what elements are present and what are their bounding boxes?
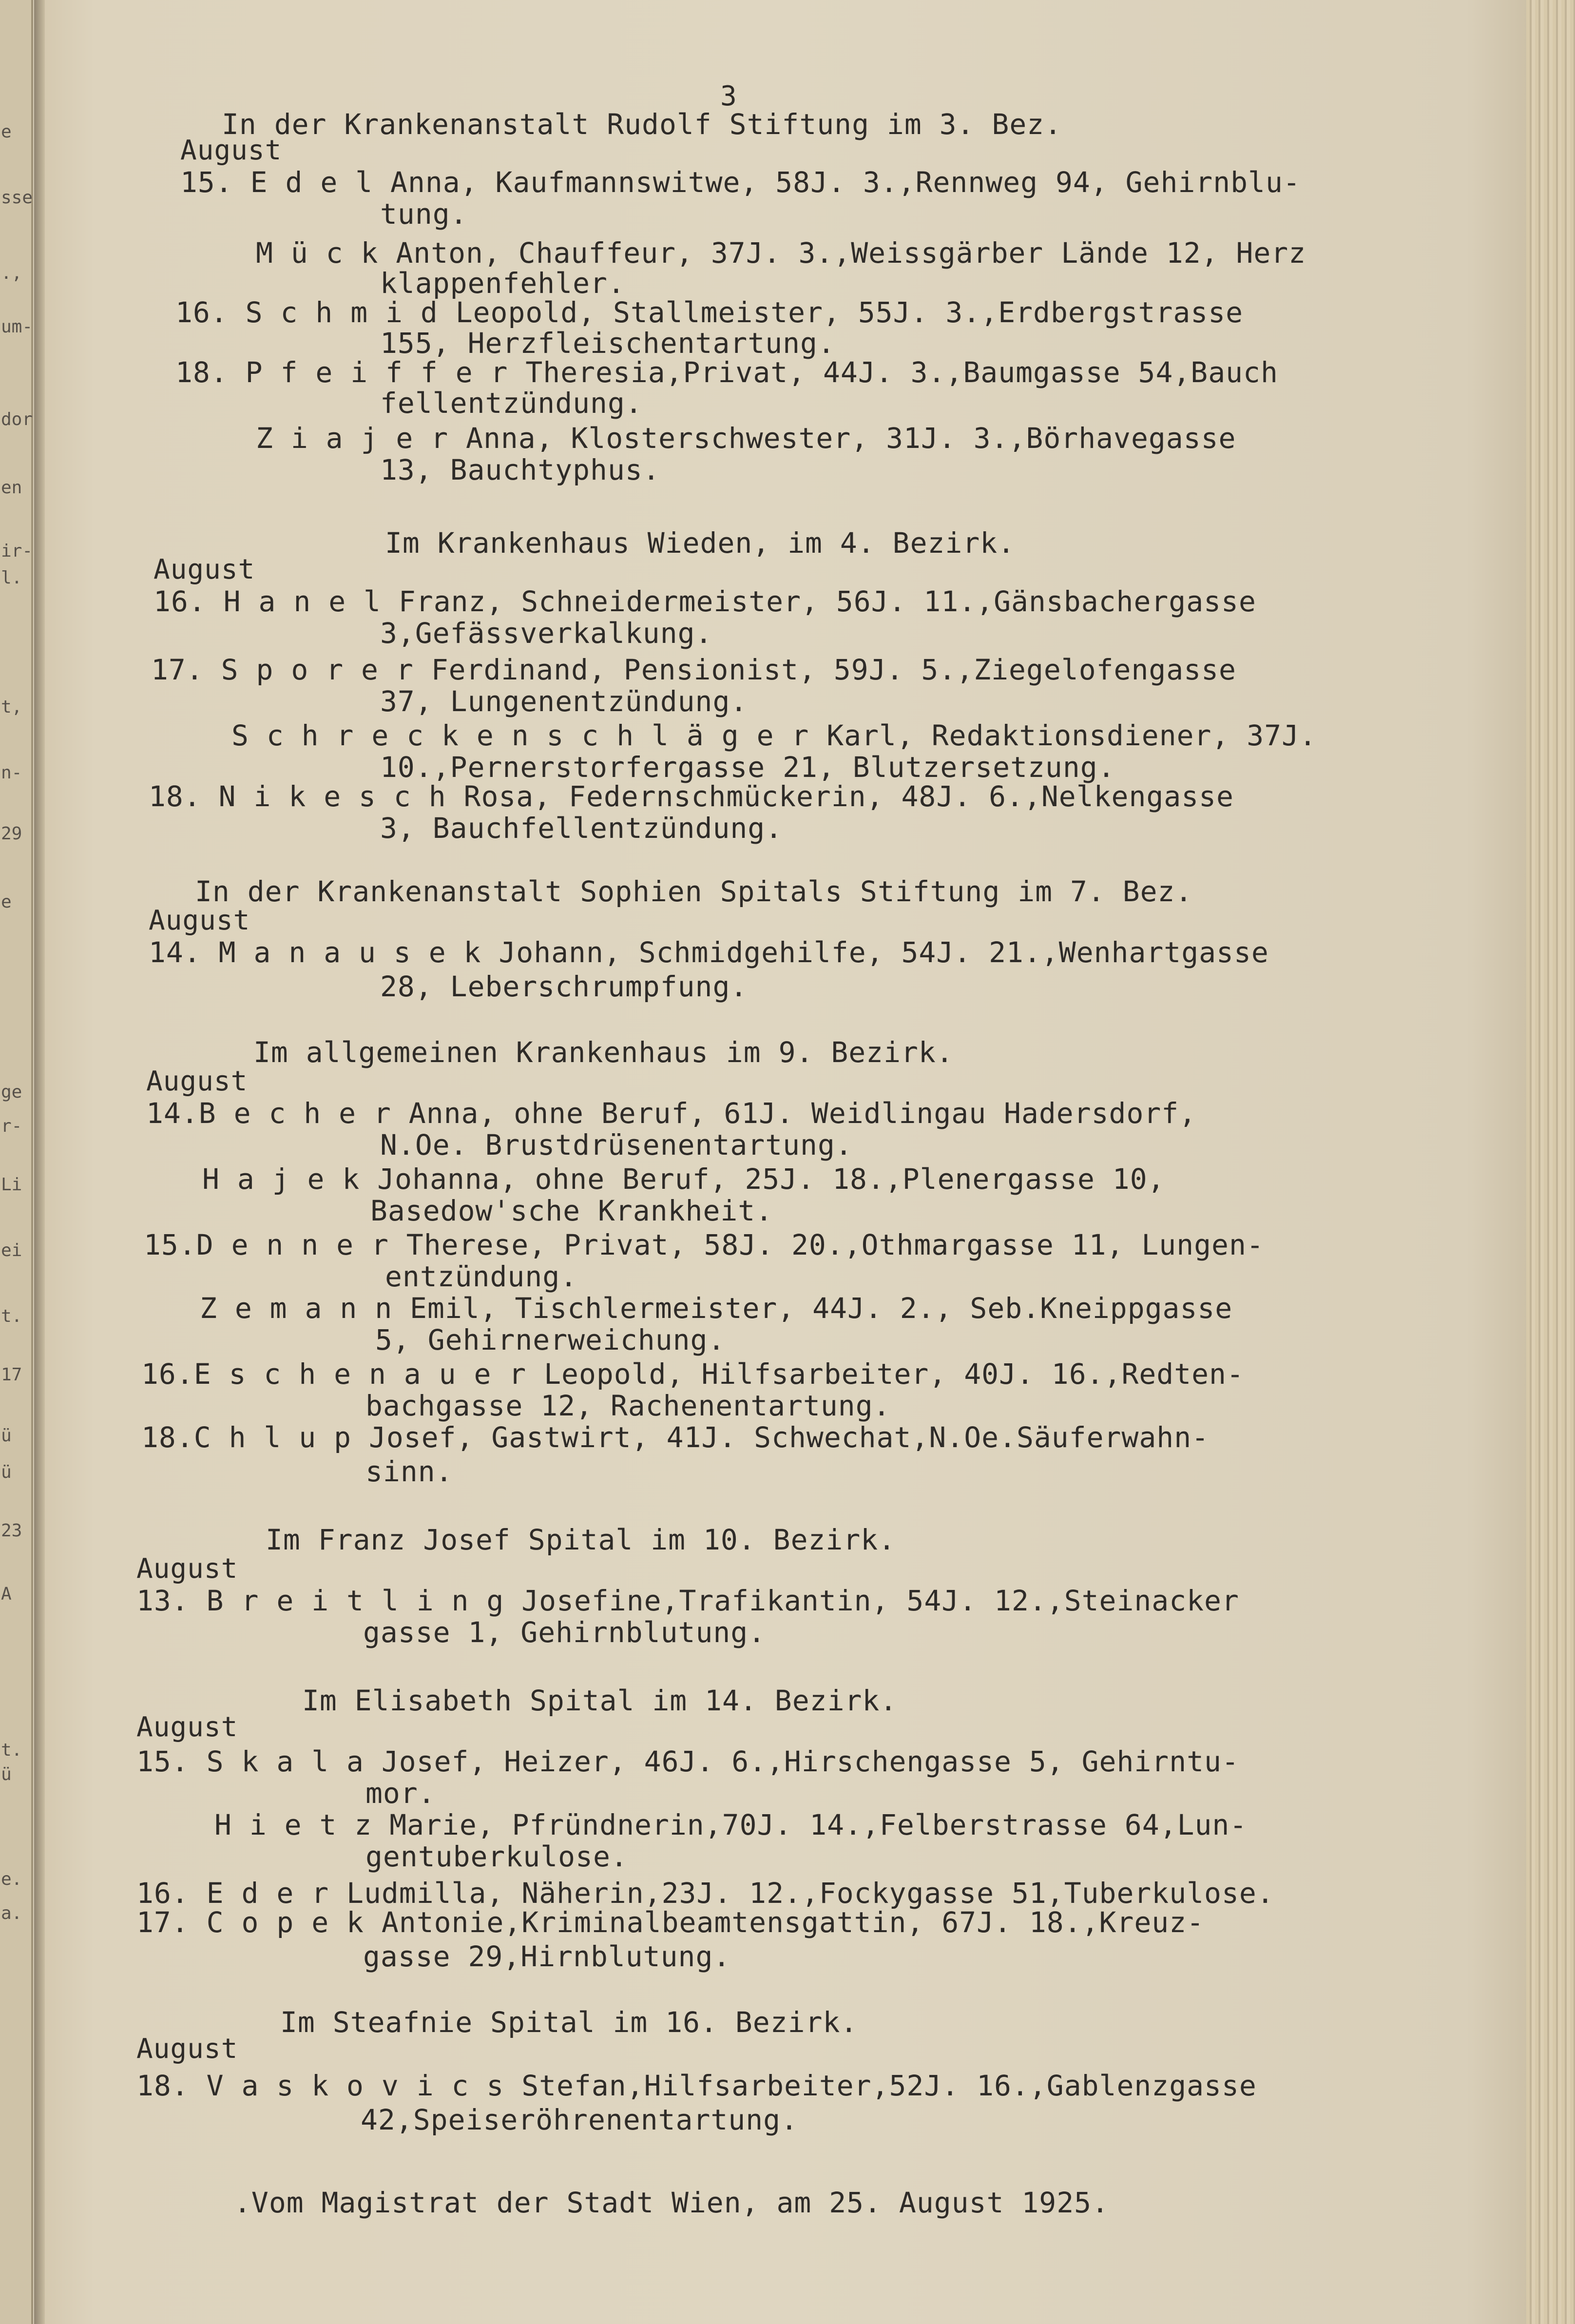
entry-line: bachgasse 12, Rachenentartung.: [365, 1389, 891, 1422]
left-margin-fragment: ü: [1, 1462, 12, 1482]
entry-line: entzündung.: [385, 1260, 578, 1293]
left-margin-fragment: ge: [1, 1082, 22, 1102]
entry-line: sinn.: [365, 1455, 453, 1488]
entry-line: fellentzündung.: [380, 387, 643, 420]
entry-line: 18.C h l u p Josef, Gastwirt, 41J. Schwechat,N.Oe.Säuferwahn-: [141, 1421, 1210, 1454]
entry-line: 16. S c h m i d Leopold, Stallmeister, 55J. 3.,Erdbergstrasse: [175, 296, 1244, 329]
entry-line: 14.B e c h e r Anna, ohne Beruf, 61J. Weidlingau Hadersdorf,: [146, 1097, 1197, 1130]
entry-line: Z i a j e r Anna, Klosterschwester, 31J. 3.,Börhavegasse: [256, 422, 1236, 455]
entry-line: 42,Speiseröhrenentartung.: [361, 2103, 798, 2136]
entry-line: Z e m a n n Emil, Tischlermeister, 44J. 2., Seb.Kneippgasse: [200, 1292, 1233, 1325]
closing-line: .Vom Magistrat der Stadt Wien, am 25. August 1925.: [234, 2186, 1109, 2219]
stacked-page-edges: [1526, 0, 1575, 2324]
entry-line: 16. H a n e l Franz, Schneidermeister, 56J. 11.,Gänsbachergasse: [154, 585, 1256, 618]
entry-line: 15.D e n n e r Therese, Privat, 58J. 20.,Othmargasse 11, Lungen-: [144, 1228, 1264, 1261]
page-number: 3: [720, 80, 737, 112]
section-month: August: [136, 1553, 238, 1585]
left-margin-fragment: e.: [1, 1869, 22, 1889]
left-margin-fragment: l.: [1, 568, 22, 588]
section-month: August: [136, 2033, 238, 2065]
left-margin-fragment: n-: [1, 763, 22, 783]
left-margin-fragment: ir-: [1, 541, 33, 561]
entry-line: 5, Gehirnerweichung.: [375, 1323, 726, 1356]
entry-line: 14. M a n a u s e k Johann, Schmidgehilfe, 54J. 21.,Wenhartgasse: [149, 936, 1269, 969]
entry-line: 28, Leberschrumpfung.: [380, 970, 748, 1003]
entry-line: 16.E s c h e n a u e r Leopold, Hilfsarbeiter, 40J. 16.,Redten-: [141, 1357, 1244, 1391]
entry-line: M ü c k Anton, Chauffeur, 37J. 3.,Weissgärber Lände 12, Herz: [256, 236, 1306, 270]
entry-line: gasse 1, Gehirnblutung.: [363, 1616, 766, 1649]
left-margin-fragment: dor: [1, 409, 33, 429]
entry-line: 10.,Pernerstorfergasse 21, Blutzersetzung.: [380, 751, 1115, 784]
entry-line: 15. S k a l a Josef, Heizer, 46J. 6.,Hirschengasse 5, Gehirntu-: [136, 1745, 1239, 1778]
left-margin-fragment: t.: [1, 1306, 22, 1326]
left-margin-fragment: ü: [1, 1426, 12, 1446]
left-margin-fragment: r-: [1, 1116, 22, 1136]
left-margin-fragment: ei: [1, 1240, 22, 1260]
section-heading: In der Krankenanstalt Rudolf Stiftung im 3. Bez.: [222, 108, 1062, 141]
left-margin-fragment: ü: [1, 1764, 12, 1784]
left-margin-fragment: t,: [1, 697, 22, 717]
section-month: August: [154, 554, 255, 585]
entry-line: 18. P f e i f f e r Theresia,Privat, 44J. 3.,Baumgasse 54,Bauch: [175, 356, 1278, 389]
binding-shadow: [34, 0, 45, 2324]
entry-line: gasse 29,Hirnblutung.: [363, 1940, 731, 1973]
left-margin-fragment: Li: [1, 1175, 22, 1195]
left-margin-fragment: e: [1, 892, 12, 912]
entry-line: mor.: [365, 1777, 436, 1810]
left-margin-fragment: en: [1, 478, 22, 498]
entry-line: 18. V a s k o v i c s Stefan,Hilfsarbeiter,52J. 16.,Gablenzgasse: [136, 2069, 1257, 2102]
entry-line: H a j e k Johanna, ohne Beruf, 25J. 18.,Plenergasse 10,: [202, 1162, 1165, 1196]
previous-page-edge: [0, 0, 33, 2324]
section-month: August: [149, 905, 250, 936]
section-heading: Im Krankenhaus Wieden, im 4. Bezirk.: [385, 526, 1016, 560]
left-margin-fragment: um-: [1, 317, 33, 337]
section-month: August: [136, 1711, 238, 1743]
left-margin-fragment: A: [1, 1584, 12, 1604]
entry-line: 3, Bauchfellentzündung.: [380, 812, 783, 845]
entry-line: 17. C o p e k Antonie,Kriminalbeamtensgattin, 67J. 18.,Kreuz-: [136, 1906, 1205, 1939]
entry-line: 18. N i k e s c h Rosa, Federnschmückerin, 48J. 6.,Nelkengasse: [149, 780, 1234, 813]
entry-line: 17. S p o r e r Ferdinand, Pensionist, 59J. 5.,Ziegelofengasse: [151, 653, 1236, 686]
section-heading: Im Steafnie Spital im 16. Bezirk.: [280, 2006, 858, 2039]
entry-line: S c h r e c k e n s c h l ä g e r Karl, Redaktionsdiener, 37J.: [231, 719, 1317, 752]
left-margin-fragment: 17: [1, 1365, 22, 1385]
entry-line: 13, Bauchtyphus.: [380, 453, 660, 486]
entry-line: 13. B r e i t l i n g Josefine,Trafikantin, 54J. 12.,Steinacker: [136, 1584, 1239, 1617]
entry-line: gentuberkulose.: [365, 1840, 628, 1873]
entry-line: Basedow'sche Krankheit.: [370, 1194, 773, 1227]
left-margin-fragment: e: [1, 122, 12, 142]
section-heading: Im Franz Josef Spital im 10. Bezirk.: [266, 1523, 896, 1556]
entry-line: klappenfehler.: [380, 267, 625, 300]
section-heading: Im Elisabeth Spital im 14. Bezirk.: [302, 1684, 898, 1717]
left-margin-fragment: sse: [1, 188, 33, 208]
entry-line: 15. E d e l Anna, Kaufmannswitwe, 58J. 3.,Rennweg 94, Gehirnblu-: [180, 166, 1301, 199]
entry-line: 155, Herzfleischentartung.: [380, 327, 835, 360]
left-margin-fragment: 23: [1, 1521, 22, 1541]
section-heading: Im allgemeinen Krankenhaus im 9. Bezirk.: [253, 1036, 954, 1069]
entry-line: N.Oe. Brustdrüsenentartung.: [380, 1128, 853, 1162]
left-margin-fragment: .,: [1, 263, 22, 283]
section-month: August: [146, 1065, 248, 1097]
left-margin-fragment: t.: [1, 1740, 22, 1760]
section-heading: In der Krankenanstalt Sophien Spitals Stiftung im 7. Bez.: [195, 875, 1193, 908]
entry-line: 37, Lungenentzündung.: [380, 685, 748, 718]
entry-line: 16. E d e r Ludmilla, Näherin,23J. 12.,Fockygasse 51,Tuberkulose.: [136, 1877, 1274, 1910]
left-margin-fragment: 29: [1, 824, 22, 844]
entry-line: 3,Gefässverkalkung.: [380, 617, 713, 650]
section-month: August: [180, 135, 282, 166]
left-margin-fragment: a.: [1, 1903, 22, 1923]
entry-line: H i e t z Marie, Pfründnerin,70J. 14.,Felberstrasse 64,Lun-: [214, 1808, 1248, 1841]
entry-line: tung.: [380, 197, 468, 231]
